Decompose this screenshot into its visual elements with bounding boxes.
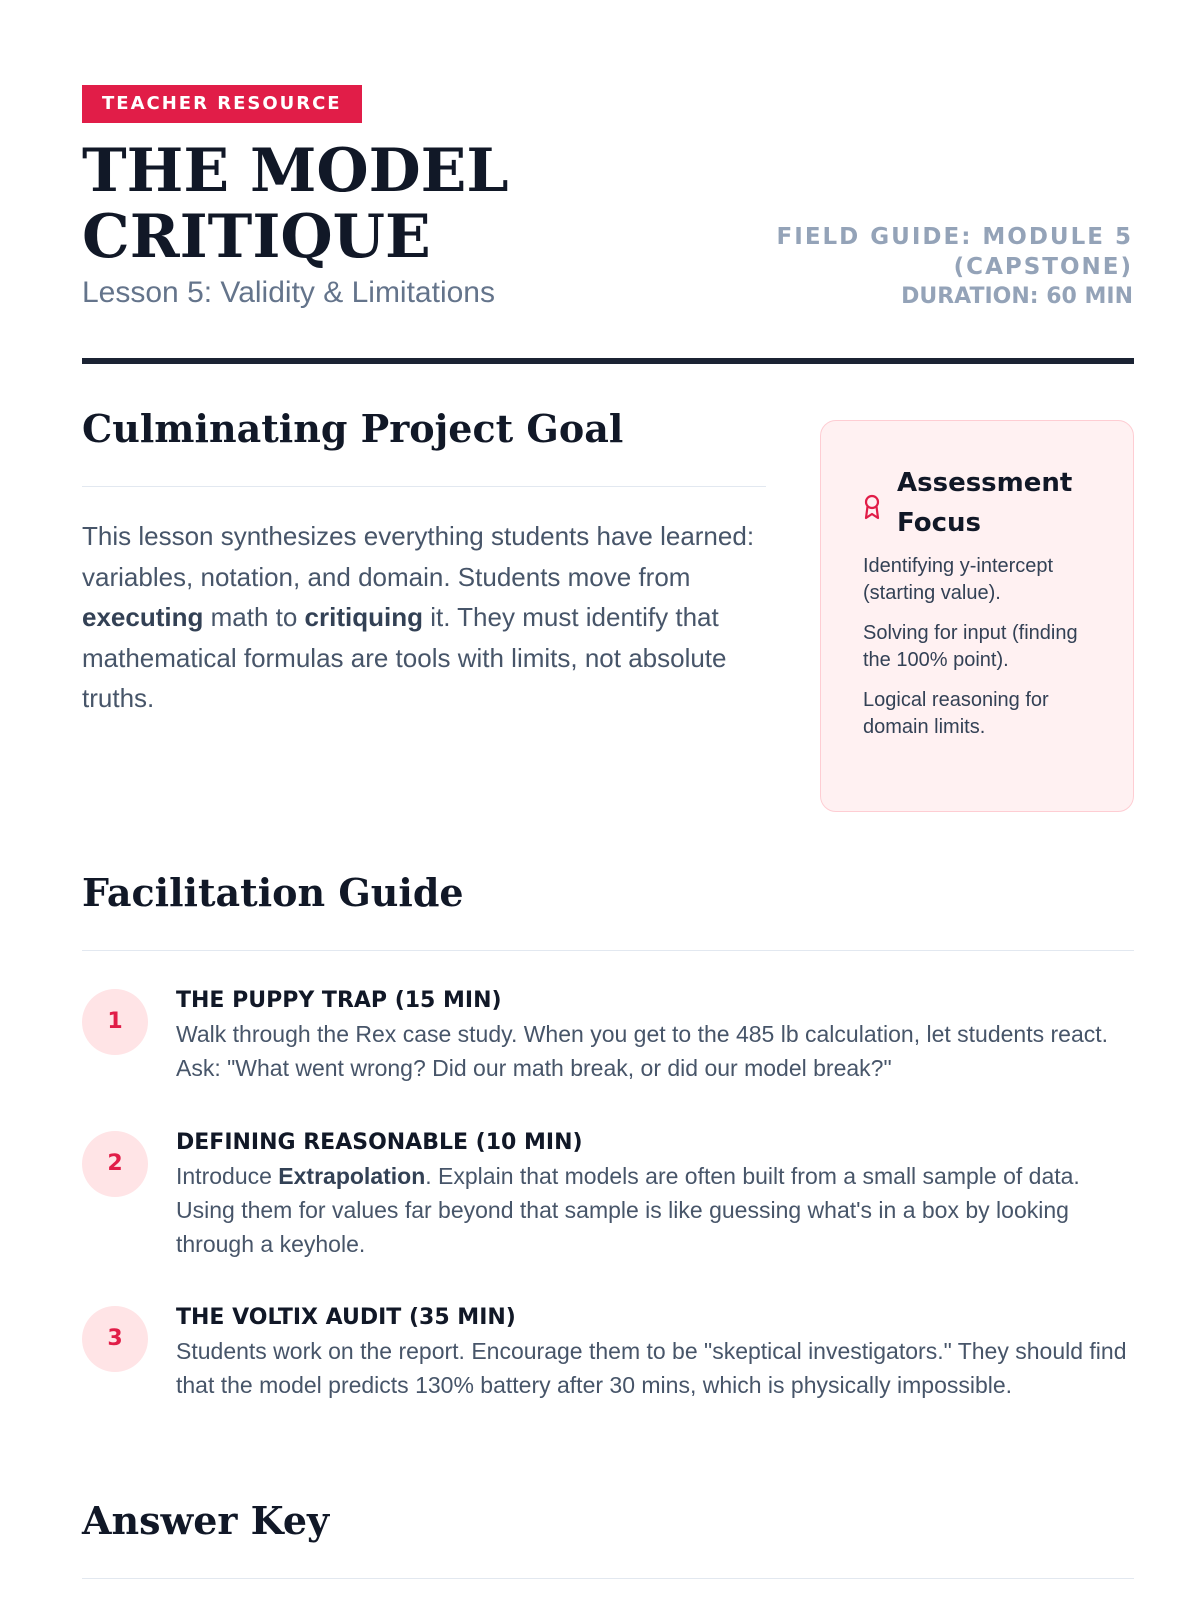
duration-label: DURATION: 60 MIN (901, 284, 1133, 309)
answer-key-heading: Answer Key (82, 1498, 330, 1543)
module-line-2: (CAPSTONE) (953, 254, 1133, 280)
goal-text-2: math to (203, 602, 305, 632)
teacher-resource-badge: TEACHER RESOURCE (82, 85, 362, 123)
step-body-text: Students work on the report. Encourage them to be "skeptical investigators." They should find that the model predicts 130% battery after 30 mins, which is physically impossible. (176, 1338, 1127, 1398)
step-title: DEFINING REASONABLE (10 MIN) (176, 1130, 583, 1155)
facilitation-divider (82, 950, 1134, 951)
facilitation-heading: Facilitation Guide (82, 870, 464, 915)
goal-bold-critiquing: critiquing (304, 602, 423, 632)
assessment-focus-card (820, 420, 1134, 812)
goal-text-1: This lesson synthesizes everything students have learned: variables, notation, and domain. Students move from (82, 521, 755, 592)
goal-paragraph (82, 516, 762, 719)
step-title: THE VOLTIX AUDIT (35 MIN) (176, 1305, 516, 1330)
step-body-text: Walk through the Rex case study. When you get to the 485 lb calculation, let students react. Ask: "What went wrong? Did our math break, or did our model break?" (176, 1021, 1109, 1081)
answer-key-divider (82, 1578, 1134, 1579)
module-line-1: FIELD GUIDE: MODULE 5 (776, 224, 1133, 250)
step-number: 1 (82, 989, 148, 1055)
step-body-text: . Explain that models are often built from a small sample of data. Using them for values far beyond that sample is like guessing what's in a box by looking through a keyhole. (176, 1163, 1080, 1257)
assessment-item: Identifying y-intercept (starting value). (863, 555, 1054, 604)
title-line-2: CRITIQUE (82, 202, 431, 272)
step-number: 3 (82, 1306, 148, 1372)
module-meta (773, 222, 1133, 312)
step-body (176, 1017, 1134, 1085)
step-body-text: Introduce (176, 1163, 279, 1189)
step-body (176, 1334, 1134, 1402)
goal-heading: Culminating Project Goal (82, 406, 624, 451)
assessment-item: Logical reasoning for domain limits. (863, 689, 1049, 738)
step-title: THE PUPPY TRAP (15 MIN) (176, 988, 502, 1013)
step-body (176, 1159, 1134, 1261)
title-line-1: THE MODEL (82, 136, 509, 206)
goal-bold-executing: executing (82, 602, 204, 632)
award-icon (863, 494, 881, 520)
goal-text-3: it. They must identify that mathematical formulas are tools with limits, not absolute truths. (82, 602, 727, 713)
assessment-title: Assessment Focus (897, 468, 1073, 538)
step-number: 2 (82, 1131, 148, 1197)
assessment-list (863, 553, 1103, 754)
header-divider (82, 358, 1134, 364)
goal-divider (82, 486, 766, 487)
page-title (82, 138, 642, 270)
assessment-item: Solving for input (finding the 100% point). (863, 622, 1078, 671)
step-body-bold: Extrapolation (278, 1163, 426, 1189)
lesson-subtitle: Lesson 5: Validity & Limitations (82, 276, 495, 309)
